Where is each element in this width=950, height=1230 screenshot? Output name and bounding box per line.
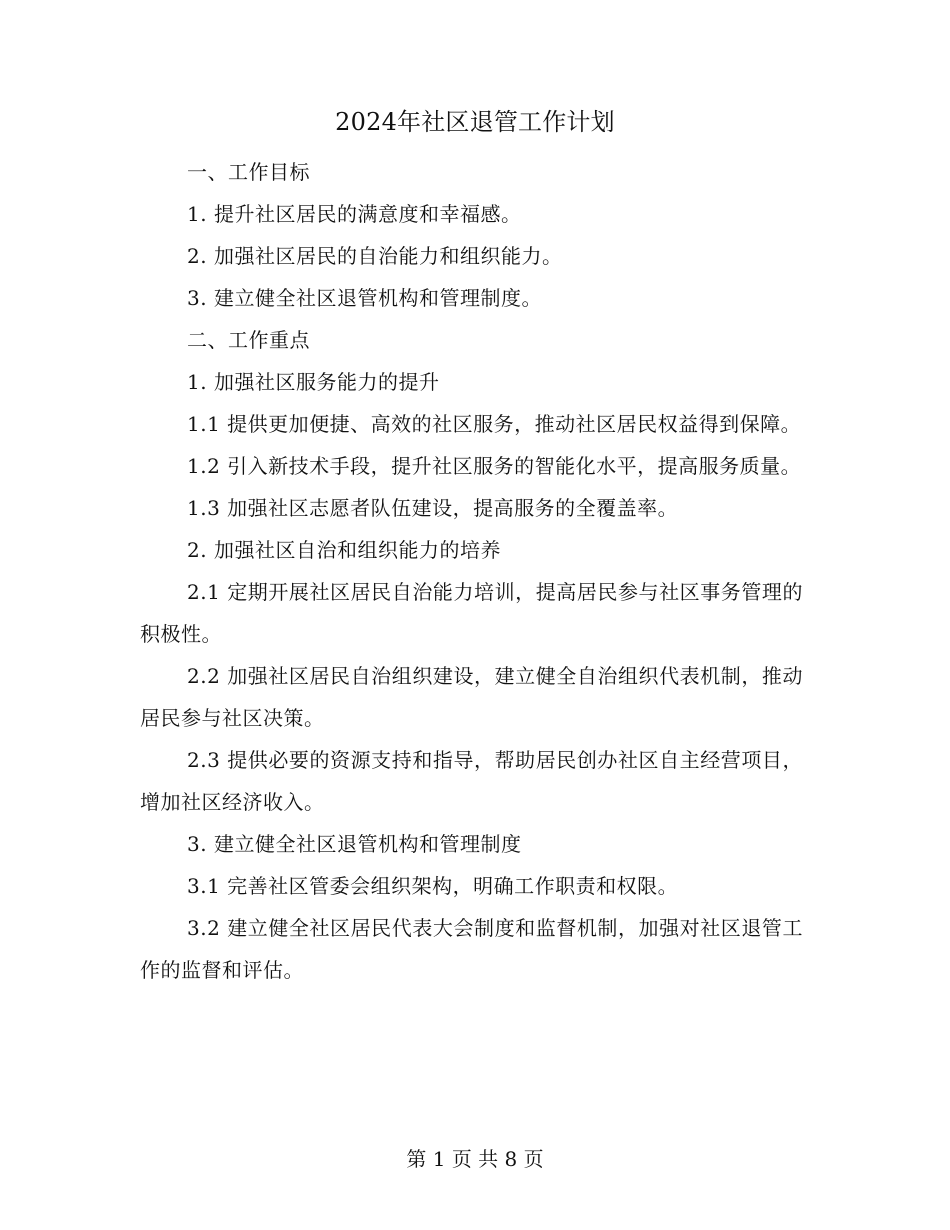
list-item: 3.1 完善社区管委会组织架构，明确工作职责和权限。 <box>187 874 679 898</box>
document-title: 2024年社区退管工作计划 <box>335 108 615 136</box>
list-item: 3. 建立健全社区退管机构和管理制度。 <box>187 286 542 310</box>
subsection-heading: 2. 加强社区自治和组织能力的培养 <box>187 538 501 562</box>
list-item: 3.2 建立健全社区居民代表大会制度和监督机制，加强对社区退管工作的监督和评估。 <box>140 916 803 982</box>
section-heading: 一、工作目标 <box>187 160 310 184</box>
list-item: 1.3 加强社区志愿者队伍建设，提高服务的全覆盖率。 <box>187 496 679 520</box>
list-item: 2.2 加强社区居民自治组织建设，建立健全自治组织代表机制，推动居民参与社区决策。 <box>140 664 803 730</box>
section-heading: 二、工作重点 <box>187 328 310 352</box>
list-item: 2.1 定期开展社区居民自治能力培训，提高居民参与社区事务管理的积极性。 <box>140 580 803 646</box>
subsection-heading: 1. 加强社区服务能力的提升 <box>187 370 440 394</box>
document-body <box>140 151 803 991</box>
list-item: 2. 加强社区居民的自治能力和组织能力。 <box>187 244 563 268</box>
list-item: 2.3 提供必要的资源支持和指导，帮助居民创办社区自主经营项目，增加社区经济收入。 <box>140 748 803 814</box>
list-item: 1.1 提供更加便捷、高效的社区服务，推动社区居民权益得到保障。 <box>187 412 802 436</box>
page-number-footer: 第 1 页 共 8 页 <box>406 1147 544 1171</box>
subsection-heading: 3. 建立健全社区退管机构和管理制度 <box>187 832 522 856</box>
list-item: 1. 提升社区居民的满意度和幸福感。 <box>187 202 522 226</box>
list-item: 1.2 引入新技术手段，提升社区服务的智能化水平，提高服务质量。 <box>187 454 802 478</box>
